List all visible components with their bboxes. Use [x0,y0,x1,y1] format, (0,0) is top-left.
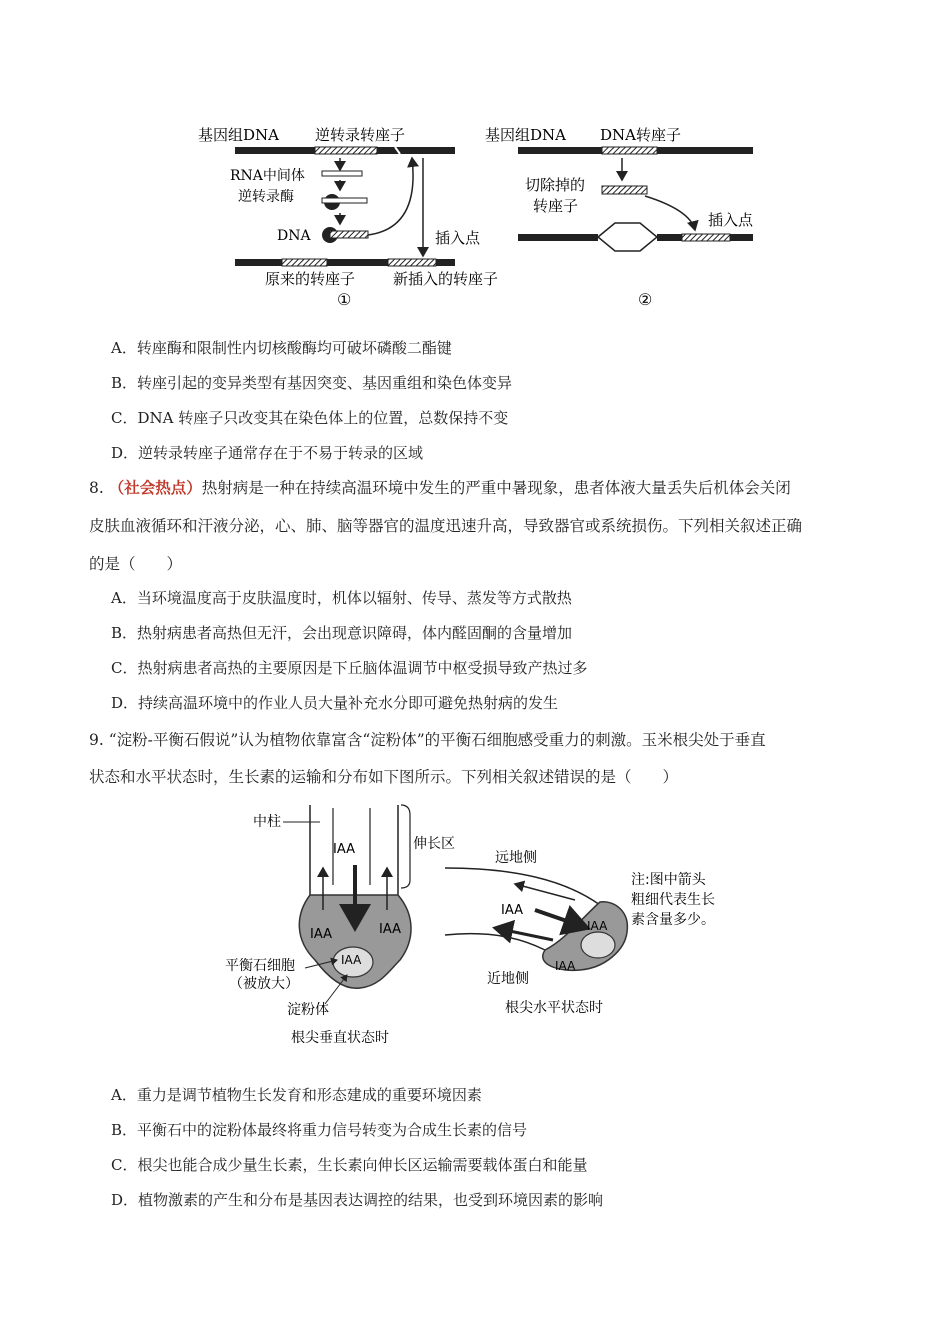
q9-option-c: C．根尖也能合成少量生长素，生长素向伸长区运输需要载体蛋白和能量 [111,1156,588,1174]
panel-number-1: ① [337,290,352,309]
transposon-figure [190,118,770,313]
insertion-point-label-right: 插入点 [708,211,754,229]
genome-dna-strand-top-left [235,147,455,154]
rna-intermediate-strand [322,171,362,176]
far-side-label: 远地侧 [495,850,537,866]
q8-option-b: B．热射病患者高热但无汗，会出现意识障碍，体内醛固酮的含量增加 [111,624,573,642]
cdna-product [322,227,368,243]
q7-option-d: D．逆转录转座子通常存在于不易于转录的区域 [111,444,424,462]
insertion-arrow-left [368,158,413,235]
iaa-label-vertical-top: IAA [333,842,355,857]
q8-stem-line-1 [89,476,791,500]
q7-option-c: C．DNA 转座子只改变其在染色体上的位置，总数保持不变 [111,409,509,427]
excised-transposon [602,186,647,194]
elongation-zone-label: 伸长区 [413,836,455,852]
q8-option-c: C．热射病患者高热的主要原因是下丘脑体温调节中枢受损导致产热过多 [111,659,588,677]
q8-stem-line-3: 的是（ ） [89,555,183,573]
excised-transposon-label-2: 转座子 [533,197,579,215]
genome-dna-label-right: 基因组DNA [485,126,566,144]
q7-option-a: A．转座酶和限制性内切核酸酶均可破坏磷酸二酯键 [111,339,452,357]
q9-number: 9. [89,731,104,749]
statocyte-label-1: 平衡石细胞 [225,958,295,974]
iaa-label-horizontal-mid: IAA [501,903,523,918]
q9-stem-line-2: 状态和水平状态时，生长素的运输和分布如下图所示。下列相关叙述错误的是（ ） [89,768,679,786]
q8-stem-line-2: 皮肤血液循环和汗液分泌，心、肺、脑等器官的温度迅速升高，导致器官或系统损伤。下列相关叙述正确 [89,517,803,535]
vertical-caption: 根尖垂直状态时 [291,1030,389,1046]
q8-text-1: 热射病是一种在持续高温环境中发生的严重中暑现象，患者体液大量丢失后机体会关闭 [201,479,791,497]
q8-option-a: A．当环境温度高于皮肤温度时，机体以辐射、传导、蒸发等方式散热 [111,589,572,607]
insertion-point-label-left: 插入点 [435,229,481,247]
q8-option-d: D．持续高温环境中的作业人员大量补充水分即可避免热射病的发生 [111,694,559,712]
excised-transposon-label-1: 切除掉的 [525,176,586,194]
iaa-label-vertical-left: IAA [310,927,332,942]
q9-option-d: D．植物激素的产生和分布是基因表达调控的结果，也受到环境因素的影响 [111,1191,604,1209]
new-transposon-label: 新插入的转座子 [393,270,499,288]
q9-option-b: B．平衡石中的淀粉体最终将重力信号转变为合成生长素的信号 [111,1121,528,1139]
reverse-transcriptase-label: 逆转录酶 [238,189,294,205]
elongation-zone-brace [401,805,410,888]
note-line-1: 注:图中箭头 [631,872,706,888]
genome-dna-strand-top-right [518,147,753,154]
iaa-label-vertical-right: IAA [379,922,401,937]
original-transposon-label: 原来的转座子 [265,270,356,288]
genome-dna-label-left: 基因组DNA [198,126,279,144]
rna-intermediate-label: RNA中间体 [230,168,305,184]
statocyte-label-2: （被放大） [229,976,299,992]
iaa-label-horizontal-right: IAA [587,919,608,933]
stele-label: 中柱 [253,814,281,830]
note-line-3: 素含量多少。 [631,912,715,928]
dna-label: DNA [277,228,311,244]
genome-dna-strand-bottom-left [235,259,455,266]
retrotransposon-label: 逆转录转座子 [315,126,406,144]
q8-hot-topic-tag: （社会热点） [108,478,202,497]
q8-number: 8. [89,479,104,497]
insertion-arrow-right [645,196,695,230]
q9-option-a: A．重力是调节植物生长发育和形态建成的重要环境因素 [111,1086,482,1104]
q9-text-1: “淀粉-平衡石假说”认为植物依靠富含“淀粉体”的平衡石细胞感受重力的刺激。玉米根尖处于垂直 [108,731,766,749]
near-side-label: 近地侧 [487,971,529,987]
note-line-2: 粗细代表生长 [631,892,715,908]
iaa-label-vertical-cap: IAA [341,953,362,967]
iaa-label-horizontal-low: IAA [555,959,576,973]
root-gravitropism-figure [215,800,735,1055]
q9-stem-line-1 [89,728,766,752]
dna-transposon-label: DNA转座子 [600,126,681,144]
horizontal-caption: 根尖水平状态时 [505,1000,603,1016]
q7-option-b: B．转座引起的变异类型有基因突变、基因重组和染色体变异 [111,374,513,392]
panel-number-2: ② [638,290,653,309]
reverse-transcriptase-shape [322,194,367,210]
amyloplast-label: 淀粉体 [287,1002,329,1018]
